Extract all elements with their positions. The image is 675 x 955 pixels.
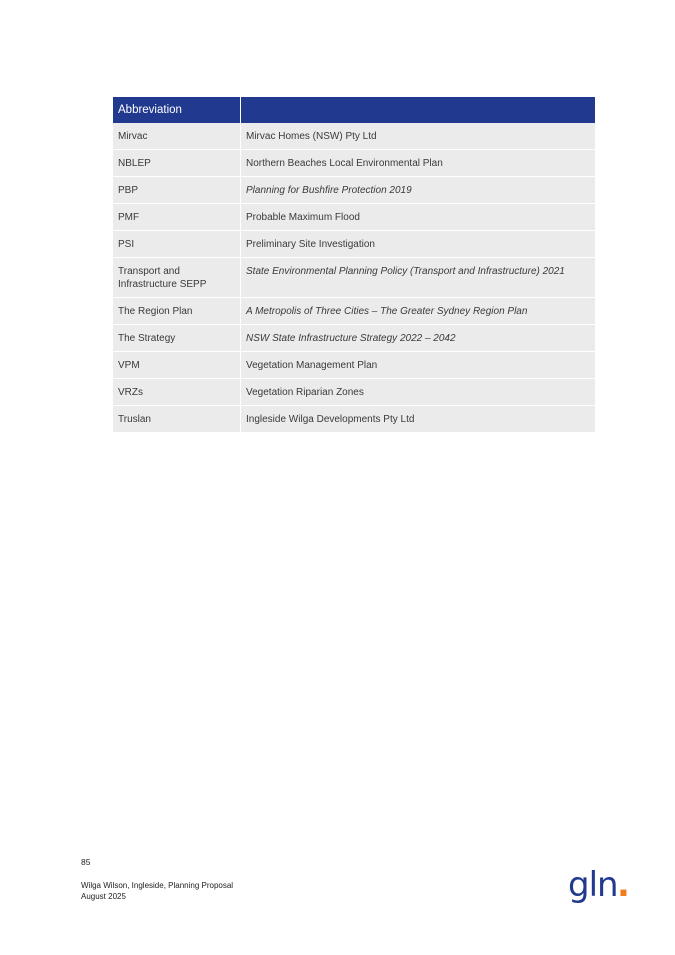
abbreviation-cell: The Strategy xyxy=(113,325,241,352)
meaning-cell: Probable Maximum Flood xyxy=(241,204,595,231)
table-row xyxy=(113,325,595,352)
footer-document-title: Wilga Wilson, Ingleside, Planning Proposal xyxy=(81,881,234,890)
page-number: 85 xyxy=(81,857,91,867)
abbreviation-cell: Truslan xyxy=(113,406,241,433)
meaning-cell: A Metropolis of Three Cities – The Greater Sydney Region Plan xyxy=(241,298,595,325)
abbreviation-cell: PBP xyxy=(113,177,241,204)
abbreviations-table xyxy=(113,97,595,433)
table-row xyxy=(113,406,595,433)
logo-wordmark: gln xyxy=(568,866,618,905)
meaning-cell: Northern Beaches Local Environmental Plan xyxy=(241,150,595,177)
gln-logo xyxy=(568,866,630,910)
meaning-cell: Planning for Bushfire Protection 2019 xyxy=(241,177,595,204)
meaning-cell: State Environmental Planning Policy (Transport and Infrastructure) 2021 xyxy=(241,258,595,298)
abbreviation-cell: Transport and Infrastructure SEPP xyxy=(113,258,241,298)
abbreviation-cell: NBLEP xyxy=(113,150,241,177)
table-row xyxy=(113,123,595,150)
abbreviation-cell: VRZs xyxy=(113,379,241,406)
table-row xyxy=(113,177,595,204)
abbreviation-cell: PMF xyxy=(113,204,241,231)
table-row xyxy=(113,204,595,231)
abbreviation-cell: Mirvac xyxy=(113,123,241,150)
logo-dot: . xyxy=(617,866,630,905)
table-row xyxy=(113,231,595,258)
meaning-cell: Vegetation Management Plan xyxy=(241,352,595,379)
abbreviation-cell: The Region Plan xyxy=(113,298,241,325)
header-meaning xyxy=(241,97,595,123)
header-abbreviation: Abbreviation xyxy=(113,97,241,123)
meaning-cell: Ingleside Wilga Developments Pty Ltd xyxy=(241,406,595,433)
meaning-cell: Vegetation Riparian Zones xyxy=(241,379,595,406)
table-row xyxy=(113,352,595,379)
meaning-cell: Mirvac Homes (NSW) Pty Ltd xyxy=(241,123,595,150)
table-row xyxy=(113,298,595,325)
table-row xyxy=(113,150,595,177)
abbreviation-cell: PSI xyxy=(113,231,241,258)
table-header-row xyxy=(113,97,595,123)
abbreviation-cell: VPM xyxy=(113,352,241,379)
table-body xyxy=(113,123,595,433)
meaning-cell: Preliminary Site Investigation xyxy=(241,231,595,258)
table-row xyxy=(113,379,595,406)
footer-date: August 2025 xyxy=(81,892,126,901)
table-row xyxy=(113,258,595,298)
meaning-cell: NSW State Infrastructure Strategy 2022 – 2042 xyxy=(241,325,595,352)
